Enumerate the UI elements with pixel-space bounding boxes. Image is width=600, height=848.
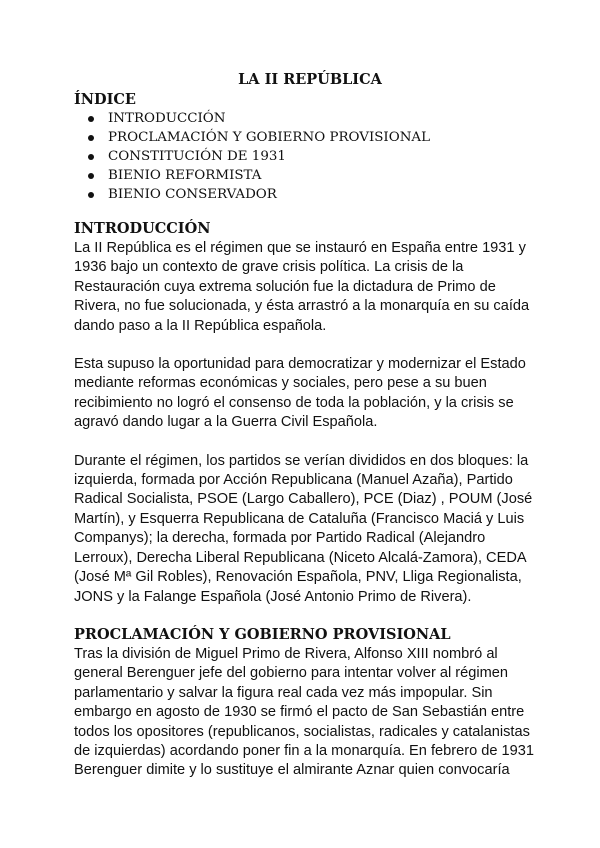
toc-item-label: BIENIO CONSERVADOR (108, 187, 277, 202)
bullet-icon (88, 154, 94, 160)
document-title: LA II REPÚBLICA (238, 71, 382, 88)
toc-item (88, 128, 534, 147)
bullet-icon (88, 173, 94, 179)
bullet-icon (88, 116, 94, 122)
toc-item-label: INTRODUCCIÓN (108, 111, 226, 126)
toc-item (88, 109, 534, 128)
toc-item-label: CONSTITUCIÓN DE 1931 (108, 149, 286, 164)
bullet-icon (88, 192, 94, 198)
paragraph: La II República es el régimen que se instauró en España entre 1931 y 1936 bajo un contexto de grave crisis política. La crisis de la Restauración cuya extrema solución fue la dictadura de Primo de Rivera, no fue solucionada, y ésta arrastró a la monarquía en su caída dando paso a la II República española. (74, 240, 530, 334)
section-heading-introduccion: INTRODUCCIÓN (74, 220, 211, 237)
document-page (74, 70, 534, 781)
toc-heading: ÍNDICE (74, 91, 136, 108)
paragraph: Durante el régimen, los partidos se verían divididos en dos bloques: la izquierda, formada por Acción Republicana (Manuel Azaña), Partido Radical Socialista, PSOE (Largo Caballero), PCE (Diaz) , POUM (José Martín), y Esquerra Republicana de Cataluña (Francisco Maciá y Luis Companys); la derecha, formada por Partido Radical (Alejandro Lerroux), Derecha Liberal Republicana (Niceto Alcalá-Zamora), CEDA (José Mª Gil Robles), Renovación Española, PNV, Lliga Regionalista, JONS y la Falange Española (José Antonio Primo de Rivera). (74, 452, 533, 605)
paragraph: Esta supuso la oportunidad para democratizar y modernizar el Estado mediante reformas económicas y sociales, pero pese a su buen recibimiento no logró el consenso de toda la población, y la crisis se agravó dando lugar a la Guerra Civil Española. (74, 356, 526, 431)
toc-item (88, 147, 534, 166)
toc-item (88, 185, 534, 204)
table-of-contents (74, 109, 534, 204)
toc-item (88, 166, 534, 185)
bullet-icon (88, 135, 94, 141)
paragraph: Tras la división de Miguel Primo de Rivera, Alfonso XIII nombró al general Berenguer jefe del gobierno para intentar volver al régimen parlamentario y salvar la figura real cada vez más impopular. Sin embargo en agosto de 1930 se firmó el pacto de San Sebastián entre todos los opositores (republicanos, socialistas, radicales y catalanistas de izquierdas) acordando poner fin a la monarquía. En febrero de 1931 Berenguer dimite y lo sustituye el almirante Aznar quien convocaría (74, 645, 535, 779)
section-heading-proclamacion: PROCLAMACIÓN Y GOBIERNO PROVISIONAL (74, 625, 451, 643)
toc-item-label: PROCLAMACIÓN Y GOBIERNO PROVISIONAL (108, 130, 430, 145)
toc-item-label: BIENIO REFORMISTA (108, 168, 262, 183)
